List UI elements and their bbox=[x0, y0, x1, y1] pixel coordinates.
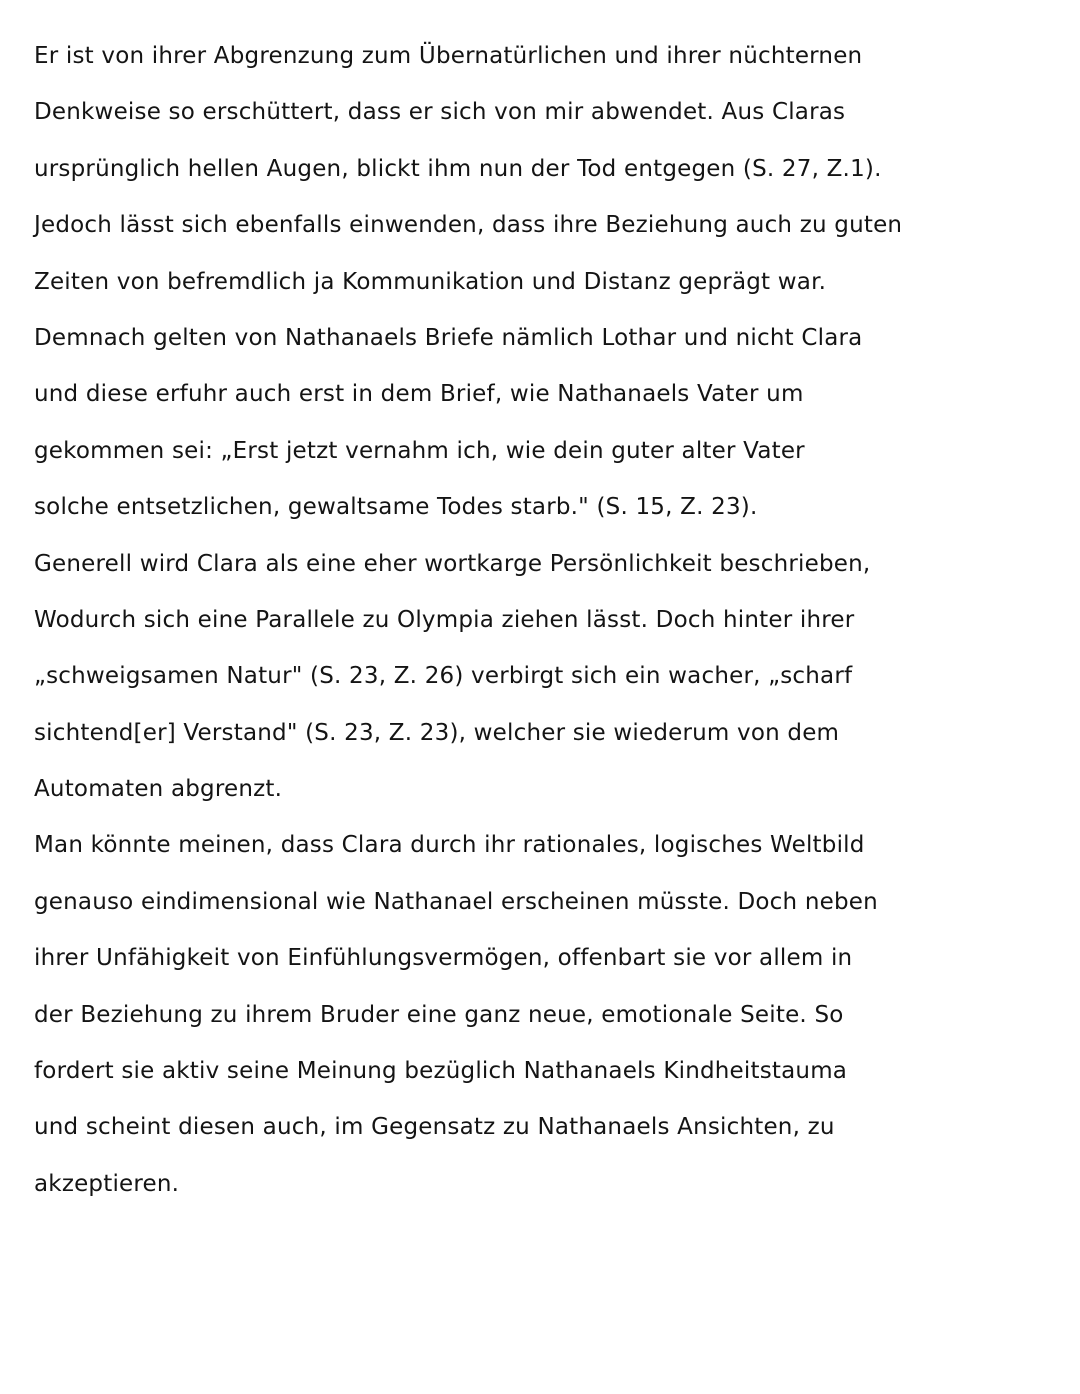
text-line: Zeiten von befremdlich ja Kommunikation und Distanz geprägt war. bbox=[34, 268, 827, 295]
text-line: und diese erfuhr auch erst in dem Brief, wie Nathanaels Vater um bbox=[34, 381, 804, 408]
text-line: fordert sie aktiv seine Meinung bezüglich Nathanaels Kindheitstauma bbox=[34, 1058, 848, 1085]
text-line: solche entsetzlichen, gewaltsame Todes starb." (S. 15, Z. 23). bbox=[34, 494, 758, 521]
text-line: Denkweise so erschüttert, dass er sich von mir abwendet. Aus Claras bbox=[34, 99, 846, 126]
text-line: „schweigsamen Natur" (S. 23, Z. 26) verbirgt sich ein wacher, „scharf bbox=[34, 663, 853, 690]
text-line: Generell wird Clara als eine eher wortkarge Persönlichkeit beschrieben, bbox=[34, 550, 871, 577]
text-line: genauso eindimensional wie Nathanael erscheinen müsste. Doch neben bbox=[34, 888, 878, 915]
text-line: ihrer Unfähigkeit von Einfühlungsvermögen, offenbart sie vor allem in bbox=[34, 945, 853, 972]
text-line: Demnach gelten von Nathanaels Briefe nämlich Lothar und nicht Clara bbox=[34, 324, 863, 351]
essay-paragraphs bbox=[34, 28, 1064, 1212]
text-line: Automaten abgrenzt. bbox=[34, 776, 283, 803]
text-line: der Beziehung zu ihrem Bruder eine ganz neue, emotionale Seite. So bbox=[34, 1001, 844, 1028]
text-line: Jedoch lässt sich ebenfalls einwenden, dass ihre Beziehung auch zu guten bbox=[34, 212, 903, 239]
text-line: sichtend[er] Verstand" (S. 23, Z. 23), welcher sie wiederum von dem bbox=[34, 719, 840, 746]
text-line: und scheint diesen auch, im Gegensatz zu Nathanaels Ansichten, zu bbox=[34, 1114, 835, 1141]
text-line: akzeptieren. bbox=[34, 1170, 180, 1197]
text-line: Er ist von ihrer Abgrenzung zum Übernatürlichen und ihrer nüchternen bbox=[34, 43, 863, 69]
text-line: ursprünglich hellen Augen, blickt ihm nun der Tod entgegen (S. 27, Z.1). bbox=[34, 155, 882, 182]
text-line: Man könnte meinen, dass Clara durch ihr rationales, logisches Weltbild bbox=[34, 832, 865, 859]
text-line: gekommen sei: „Erst jetzt vernahm ich, wie dein guter alter Vater bbox=[34, 437, 805, 464]
text-line: Wodurch sich eine Parallele zu Olympia ziehen lässt. Doch hinter ihrer bbox=[34, 606, 855, 633]
